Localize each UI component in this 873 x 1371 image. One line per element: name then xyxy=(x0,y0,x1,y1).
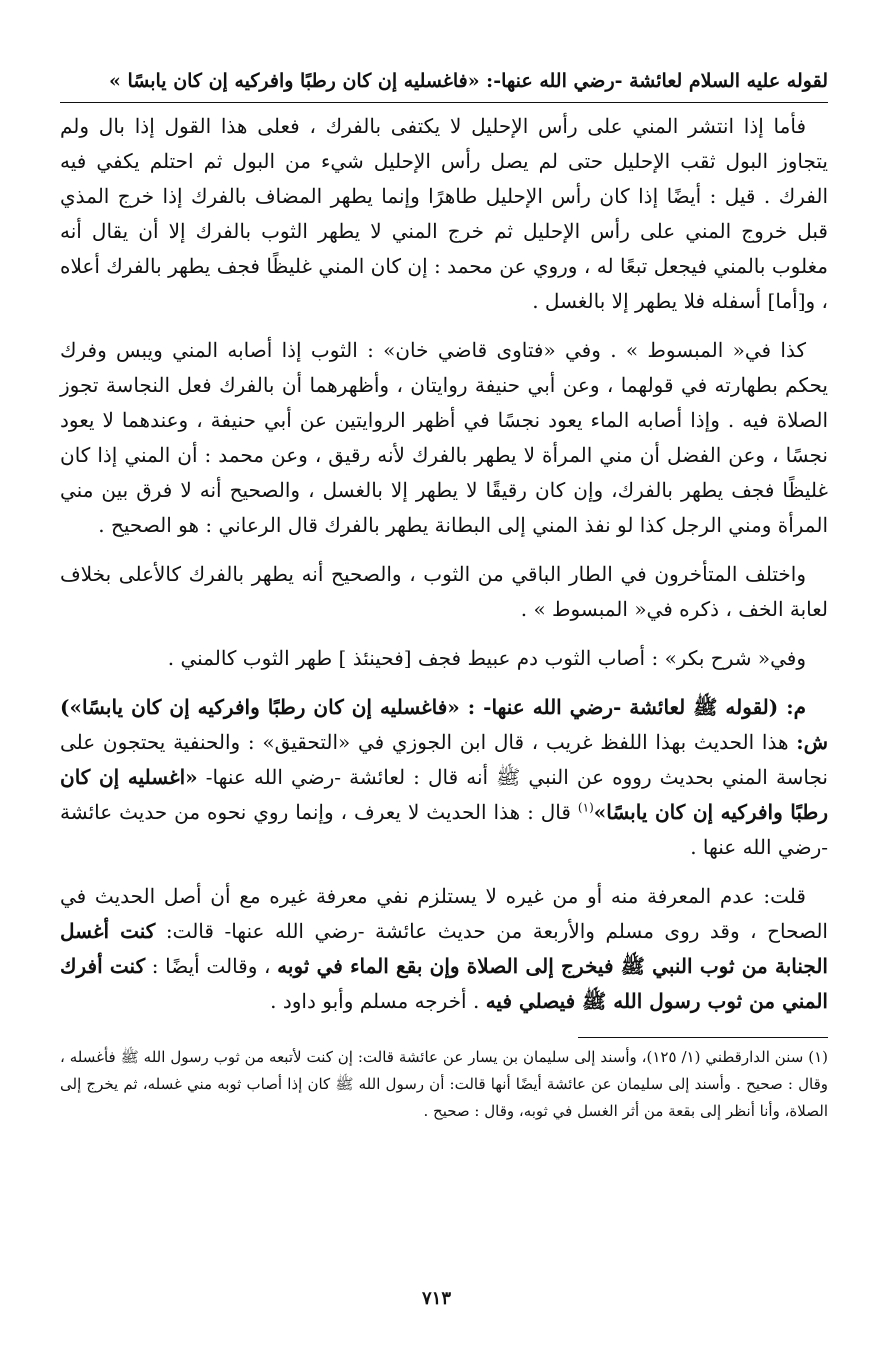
paragraph-6-connector: ، وقالت أيضًا : xyxy=(145,954,278,978)
footnote-marker[interactable]: (١) xyxy=(577,800,594,815)
header-rule xyxy=(60,102,828,103)
paragraph-4: وفي« شرح بكر» : أصاب الثوب دم عبيط فجف [فحينئذ ] طهر الثوب كالمني . xyxy=(167,646,806,670)
running-head: لقوله عليه السلام لعائشة -رضي الله عنها-: «فاغسليه إن كان رطبًا وافركيه إن كان يابسًا » xyxy=(108,70,828,92)
paragraph-6-end: . أخرجه مسلم وأبو داود . xyxy=(270,989,486,1013)
footnote-separator xyxy=(578,1037,828,1038)
hadith-quote-1: كنت أغسل الجنابة من ثوب النبي ﷺ فيخرج إلى الصلاة وإن بقع الماء في ثوبه xyxy=(60,919,828,978)
paragraph-5 xyxy=(60,690,828,865)
paragraph-1: فأما إذا انتشر المني على رأس الإحليل لا يكتفى بالفرك ، فعلى هذا القول إذا بال ولم يتجاوز البول ثقب الإحليل حتى لم يصل رأس الإحليل شيء من البول ثم احتلم يكفي فيه الفرك . قيل : أيضًا إذا كان رأس الإحليل طاهرًا وإنما يطهر المضاف بالفرك إذا خرج المذي قبل خروج المني على رأس الإحليل ثم خرج المني لا يطهر الثوب بالفرك إلا أن يقال أنه مغلوب بالمني فيجعل تبعًا له ، وروي عن محمد : إن كان المني غليظًا فجف يطهر بالفرك أعلاه ، و[أما] أسفله فلا يطهر إلا بالغسل . xyxy=(60,114,828,313)
paragraph-6 xyxy=(60,879,828,1019)
hadith-quote-2: كنت أفرك المني من ثوب رسول الله ﷺ فيصلي فيه xyxy=(60,954,828,1013)
commentary-text: هذا الحديث بهذا اللفظ غريب ، قال ابن الجوزي في «التحقيق» : والحنفية يحتجون على نجاسة المني بحديث رووه عن النبي ﷺ أنه قال : لعائشة -رضي الله عنها- xyxy=(60,730,828,789)
hadith-quote: «اغسليه إن كان رطبًا وافركيه إن كان يابسًا» xyxy=(60,765,828,824)
commentary-text-end: قال : هذا الحديث لا يعرف ، وإنما روي نحوه من حديث عائشة -رضي الله عنها . xyxy=(60,800,828,859)
paragraph-6-text: قلت: عدم المعرفة منه أو من غيره لا يستلزم نفي معرفة غيره مع أن أصل الحديث في الصحاح ، وقد روى مسلم والأربعة من حديث عائشة -رضي الله عنها- قالت: xyxy=(60,884,828,943)
footnote-1: (١) سنن الدارقطني (١/ ١٢٥)، وأسند إلى سليمان بن يسار عن عائشة قالت: إن كنت لأتبعه من ثوب رسول الله ﷺ فأغسله ، وقال : صحيح . وأسند إلى سليمان عن عائشة أيضًا أنها قالت: أن رسول الله ﷺ كان إذا أصاب ثوبه مني غسله، ثم يخرج إلى الصلاة، وأنا أنظر إلى بقعة من أثر الغسل في ثوبه، وقال : صحيح . xyxy=(60,1048,828,1120)
paragraph-2: كذا في« المبسوط » . وفي «فتاوى قاضي خان» : الثوب إذا أصابه المني ويبس وفرك يحكم بطهارته في قولهما ، وعن أبي حنيفة روايتان ، وأظهرهما أن بالفرك فعل النجاسة تجوز الصلاة فيه . وإذا أصابه الماء يعود نجسًا في أظهر الروايتين عن أبي حنيفة ، وعندهما لا يعود نجسًا ، وعن الفضل أن مني المرأة لا يطهر بالفرك لأنه رقيق ، وعن محمد : أن المني إذا كان غليظًا فجف يطهر بالفرك، وإن كان رقيقًا لا يطهر إلا بالغسل ، والصحيح أنه لا فرق بين مني المرأة ومني الرجل كذا لو نفذ المني إلى البطانة يطهر بالفرك قال الرعاني : هو الصحيح . xyxy=(60,338,828,537)
matn-quote: م: (لقوله ﷺ لعائشة -رضي الله عنها- : «فاغسليه إن كان رطبًا وافركيه إن كان يابسًا») ش: xyxy=(60,695,828,754)
page-number: ٧١٣ xyxy=(421,1288,451,1309)
paragraph-3: واختلف المتأخرون في الطار الباقي من الثوب ، والصحيح أنه يطهر بالفرك كالأعلى بخلاف لعابة الخف ، ذكره في« المبسوط » . xyxy=(60,562,828,621)
page-content xyxy=(60,66,828,1125)
